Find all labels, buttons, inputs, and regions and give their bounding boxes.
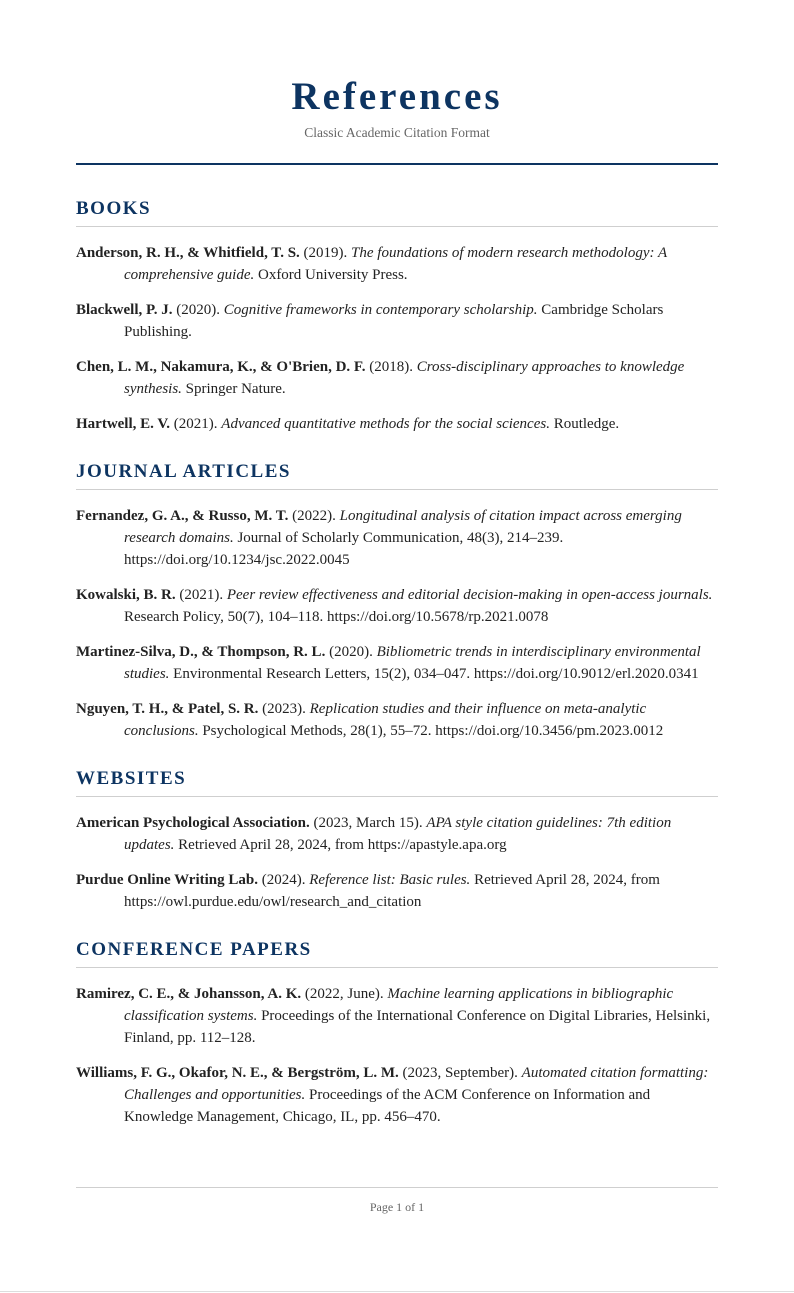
- reference-authors: Kowalski, B. R.: [76, 587, 176, 603]
- reference-authors: American Psychological Association.: [76, 815, 310, 831]
- reference-list: [76, 812, 718, 913]
- reference-date: (2020).: [325, 644, 377, 660]
- reference-entry: [76, 812, 718, 856]
- reference-entry: [76, 584, 718, 628]
- document-page: [76, 0, 718, 1214]
- reference-entry: [76, 641, 718, 685]
- reference-title: APA style citation guidelines: 7th edition updates.: [124, 815, 672, 853]
- reference-source: Cambridge Scholars Publishing.: [124, 302, 664, 340]
- reference-source: Journal of Scholarly Communication, 48(3), 214–239. https://doi.org/10.1234/jsc.2022.0045: [124, 530, 564, 568]
- reference-date: (2020).: [172, 302, 224, 318]
- reference-authors: Purdue Online Writing Lab.: [76, 872, 258, 888]
- reference-source: Springer Nature.: [181, 381, 286, 397]
- reference-entry: [76, 983, 718, 1049]
- reference-date: (2021).: [170, 416, 222, 432]
- reference-entry: [76, 413, 718, 435]
- reference-source: Psychological Methods, 28(1), 55–72. https://doi.org/10.3456/pm.2023.0012: [198, 723, 664, 739]
- reference-title: Longitudinal analysis of citation impact across emerging research domains.: [124, 508, 682, 546]
- section-books: [76, 197, 718, 435]
- section-heading-books: BOOKS: [76, 197, 718, 227]
- reference-authors: Hartwell, E. V.: [76, 416, 171, 432]
- reference-source: Proceedings of the ACM Conference on Information and Knowledge Management, Chicago, IL, pp. 456–470.: [124, 1087, 651, 1125]
- reference-entry: [76, 869, 718, 913]
- section-conference-papers: [76, 938, 718, 1128]
- footer-divider: [76, 1187, 718, 1188]
- reference-date: (2023, September).: [398, 1065, 522, 1081]
- reference-authors: Fernandez, G. A., & Russo, M. T.: [76, 508, 289, 524]
- reference-source: Research Policy, 50(7), 104–118. https://doi.org/10.5678/rp.2021.0078: [124, 609, 549, 625]
- reference-title: Machine learning applications in bibliographic classification systems.: [124, 986, 674, 1024]
- reference-source: Oxford University Press.: [254, 267, 408, 283]
- reference-date: (2024).: [258, 872, 310, 888]
- reference-title: Cross-disciplinary approaches to knowledge synthesis.: [124, 359, 685, 397]
- reference-authors: Williams, F. G., Okafor, N. E., & Bergström, L. M.: [76, 1065, 399, 1081]
- reference-title: Replication studies and their influence on meta-analytic conclusions.: [124, 701, 647, 739]
- reference-list: [76, 242, 718, 435]
- reference-title: Automated citation formatting: Challenges and opportunities.: [124, 1065, 709, 1103]
- reference-entry: [76, 505, 718, 571]
- reference-date: (2018).: [365, 359, 417, 375]
- reference-entry: [76, 356, 718, 400]
- reference-authors: Ramirez, C. E., & Johansson, A. K.: [76, 986, 302, 1002]
- reference-date: (2019).: [299, 245, 352, 261]
- header-divider: [76, 163, 718, 165]
- reference-title: Bibliometric trends in interdisciplinary environmental studies.: [124, 644, 701, 682]
- reference-date: (2022, June).: [301, 986, 388, 1002]
- reference-date: (2023, March 15).: [309, 815, 427, 831]
- reference-title: Cognitive frameworks in contemporary scholarship.: [223, 302, 538, 318]
- reference-authors: Anderson, R. H., & Whitfield, T. S.: [76, 245, 300, 261]
- reference-date: (2023).: [258, 701, 310, 717]
- reference-title: The foundations of modern research methodology: A comprehensive guide.: [124, 245, 667, 283]
- section-heading-conference-papers: CONFERENCE PAPERS: [76, 938, 718, 968]
- reference-authors: Nguyen, T. H., & Patel, S. R.: [76, 701, 259, 717]
- reference-authors: Martinez-Silva, D., & Thompson, R. L.: [76, 644, 326, 660]
- section-heading-journal-articles: JOURNAL ARTICLES: [76, 460, 718, 490]
- reference-date: (2022).: [288, 508, 340, 524]
- section-journal-articles: [76, 460, 718, 742]
- reference-authors: Blackwell, P. J.: [76, 302, 173, 318]
- reference-source: Retrieved April 28, 2024, from https://apastyle.apa.org: [174, 837, 507, 853]
- reference-source: Environmental Research Letters, 15(2), 034–047. https://doi.org/10.9012/erl.2020.0341: [169, 666, 699, 682]
- reference-title: Advanced quantitative methods for the social sciences.: [221, 416, 550, 432]
- reference-source: Retrieved April 28, 2024, from https://owl.purdue.edu/owl/research_and_citation: [124, 872, 660, 910]
- reference-title: Reference list: Basic rules.: [309, 872, 471, 888]
- reference-entry: [76, 698, 718, 742]
- reference-entry: [76, 1062, 718, 1128]
- reference-entry: [76, 299, 718, 343]
- reference-source: Routledge.: [549, 416, 620, 432]
- reference-list: [76, 505, 718, 742]
- section-websites: [76, 767, 718, 913]
- reference-entry: [76, 242, 718, 286]
- reference-authors: Chen, L. M., Nakamura, K., & O'Brien, D. F.: [76, 359, 366, 375]
- reference-source: Proceedings of the International Conference on Digital Libraries, Helsinki, Finland, pp. 112–128.: [124, 1008, 711, 1046]
- section-heading-websites: WEBSITES: [76, 767, 718, 797]
- reference-title: Peer review effectiveness and editorial decision-making in open-access journals.: [226, 587, 713, 603]
- page-number: Page 1 of 1: [369, 1200, 425, 1214]
- page-bottom-edge: [0, 1291, 794, 1292]
- page-title: References: [291, 75, 503, 118]
- reference-date: (2021).: [175, 587, 227, 603]
- reference-list: [76, 983, 718, 1128]
- page-subtitle: Classic Academic Citation Format: [304, 125, 490, 140]
